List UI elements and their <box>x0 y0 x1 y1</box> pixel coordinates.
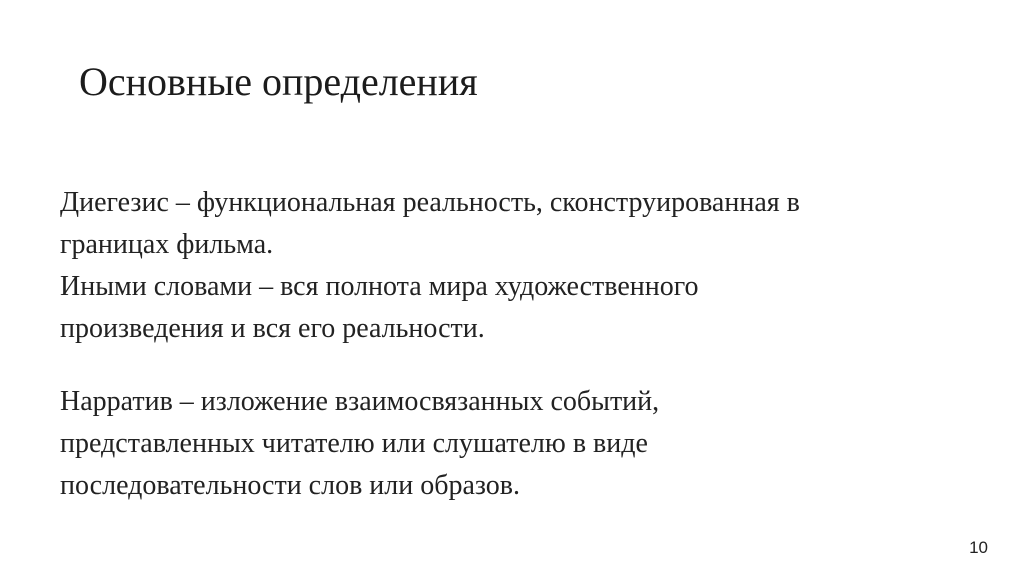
definition-diegesis <box>60 182 990 350</box>
definition-narrative <box>60 381 990 507</box>
text-line: произведения и вся его реальности. <box>60 313 485 344</box>
text-line: границах фильма. <box>60 229 274 260</box>
text-line: представленных читателю или слушателю в виде <box>60 428 648 459</box>
text-line: Нарратив – изложение взаимосвязанных событий, <box>60 386 660 417</box>
text-line: последовательности слов или образов. <box>60 470 521 501</box>
page-number: 10 <box>969 538 988 557</box>
slide-title: Основные определения <box>79 59 478 104</box>
text-line: Иными словами – вся полнота мира художественного <box>60 271 699 302</box>
text-line: Диегезис – функциональная реальность, сконструированная в <box>60 187 800 218</box>
slide-body <box>60 182 990 507</box>
paragraph-spacer <box>60 350 990 381</box>
